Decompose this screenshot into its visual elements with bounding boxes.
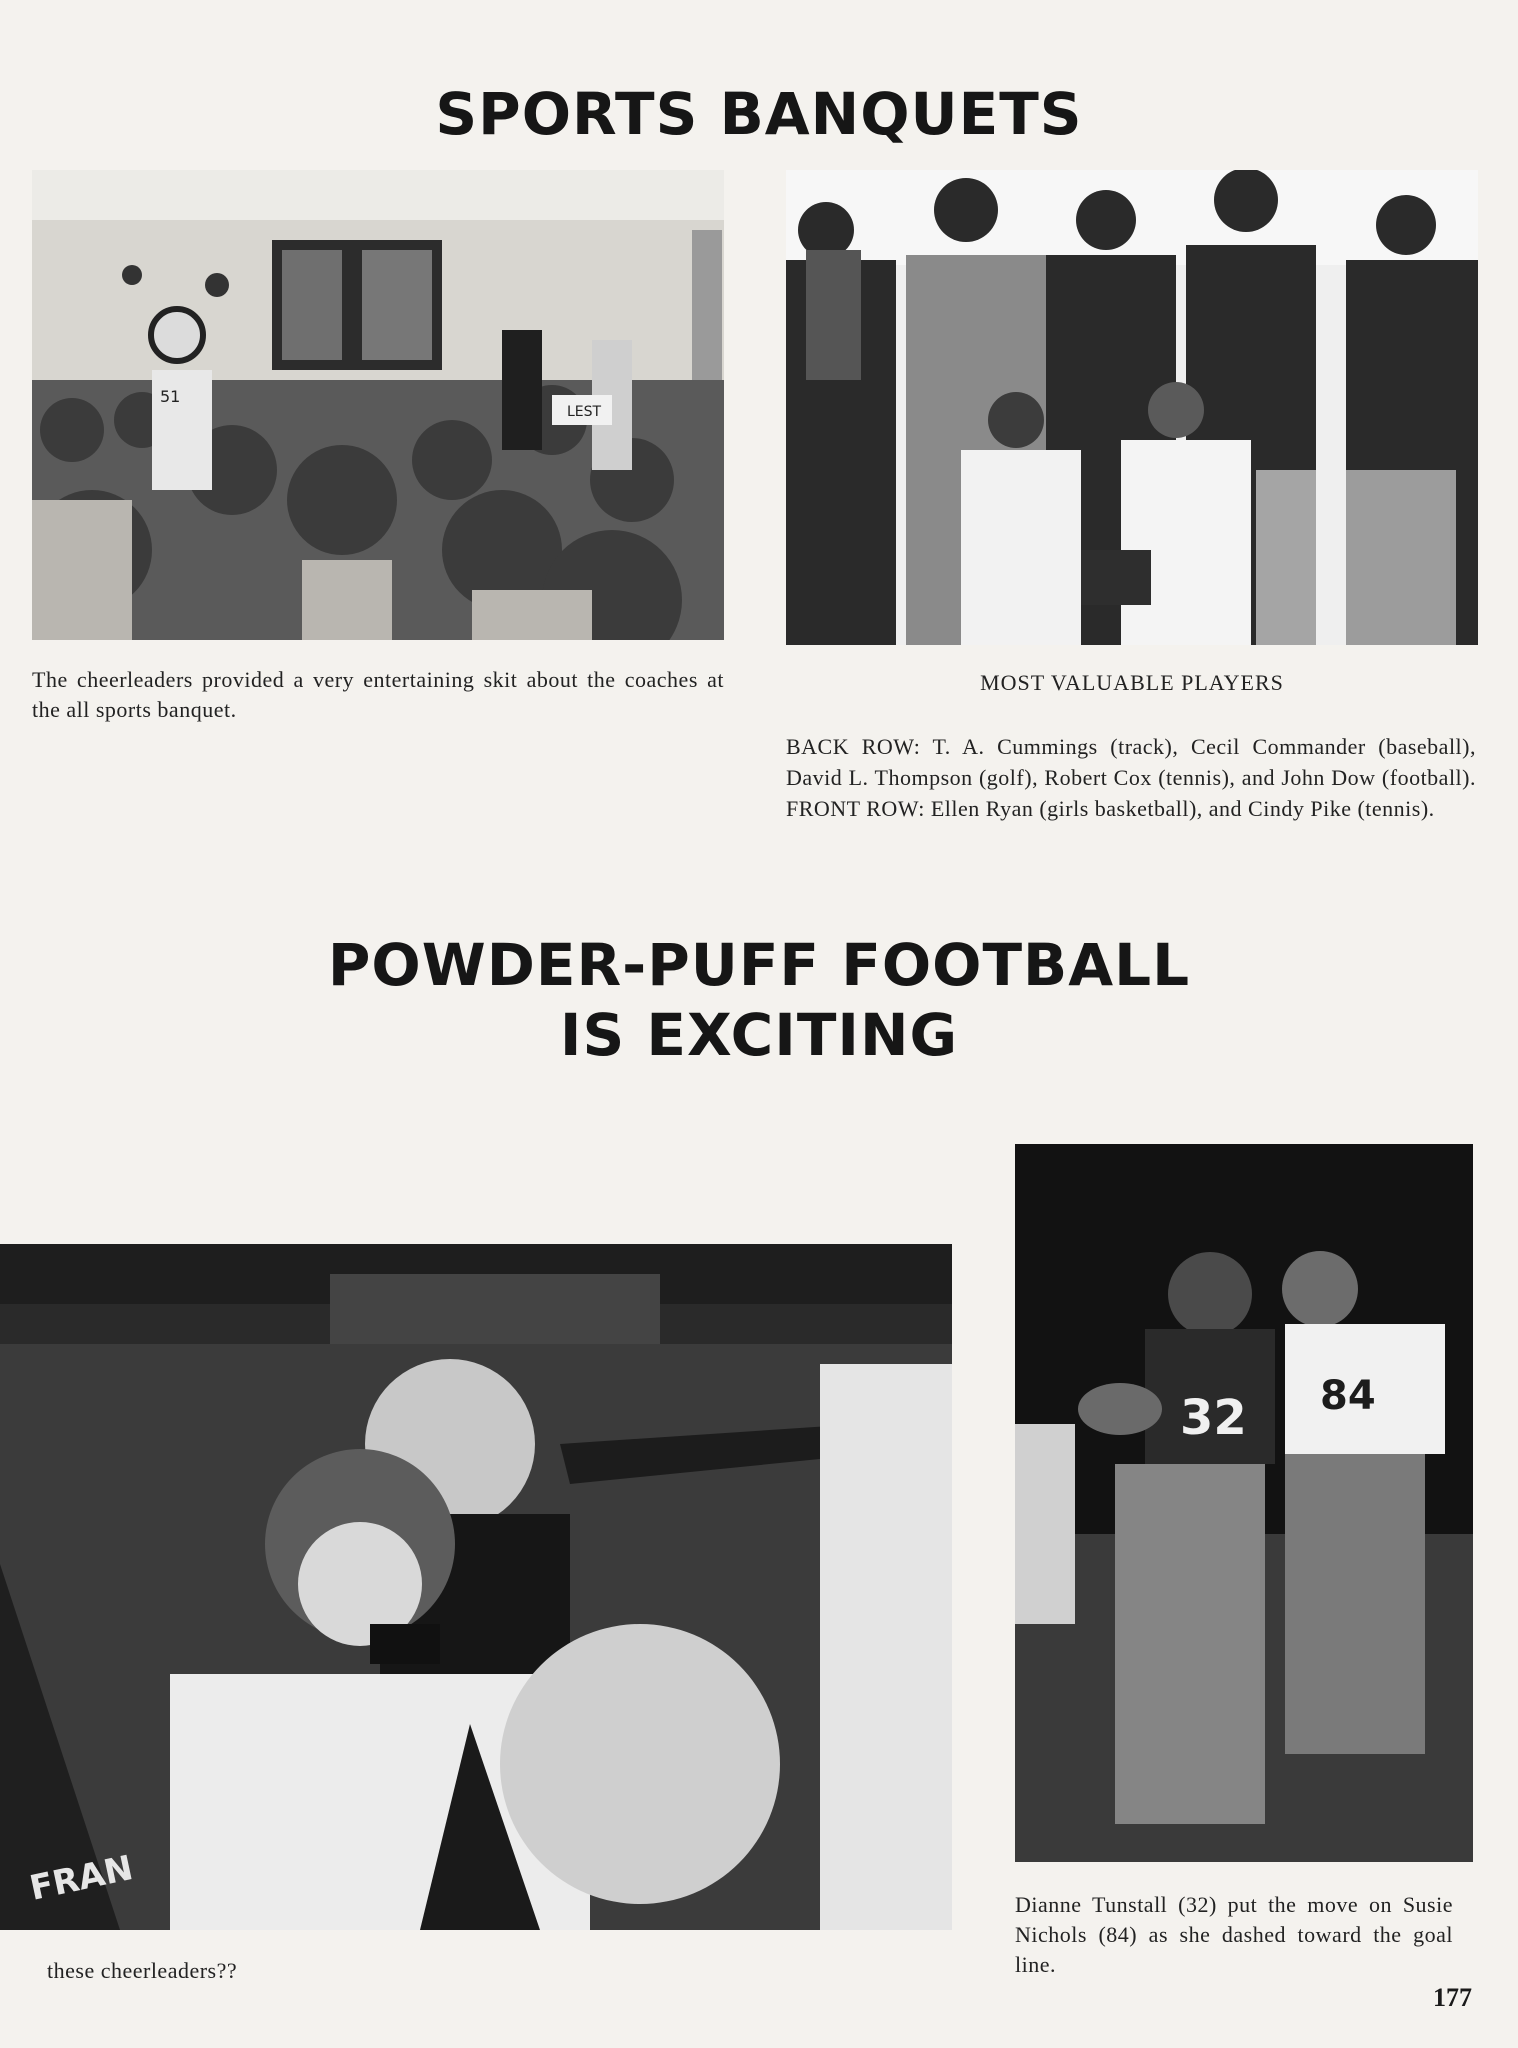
banquet-photo: [32, 170, 724, 640]
banquet-sign-text: LEST: [567, 404, 602, 420]
banquet-caption: The cheerleaders provided a very entertaining skit about the coaches at the all sports banquet.: [32, 667, 724, 722]
sports-banquets-heading: SPORTS BANQUETS: [435, 80, 1083, 148]
football-photo: [1015, 1144, 1473, 1862]
mvp-photo: [786, 170, 1478, 645]
page-number: 177: [1433, 1983, 1472, 2012]
cheerleaders-photo: [0, 1244, 952, 1930]
powder-puff-heading-line2: IS EXCITING: [559, 1001, 959, 1069]
cheerleaders-caption: these cheerleaders??: [47, 1958, 238, 1983]
powder-puff-heading: [0, 930, 1518, 1070]
jersey-32-text: 32: [1180, 1390, 1247, 1446]
mvp-body: BACK ROW: T. A. Cummings (track), Cecil Commander (baseball), David L. Thompson (golf), Robert Cox (tennis), and John Dow (football). FRONT ROW: Ellen Ryan (girls basketball), and Cindy Pike (tennis).: [786, 734, 1476, 821]
cheerleaders-scene: [0, 1244, 952, 1930]
powder-puff-heading-line1: POWDER-PUFF FOOTBALL: [327, 931, 1191, 999]
football-scene: [1015, 1144, 1473, 1862]
banquet-scene: [32, 170, 724, 640]
mvp-scene: [786, 170, 1478, 645]
pennant-text: FRAN: [26, 1848, 137, 1909]
mvp-title: MOST VALUABLE PLAYERS: [980, 670, 1284, 695]
jersey-84-text: 84: [1320, 1373, 1376, 1419]
football-caption: Dianne Tunstall (32) put the move on Susie Nichols (84) as she dashed toward the goal line.: [1015, 1892, 1453, 1977]
jersey-51-text: 51: [160, 387, 181, 406]
